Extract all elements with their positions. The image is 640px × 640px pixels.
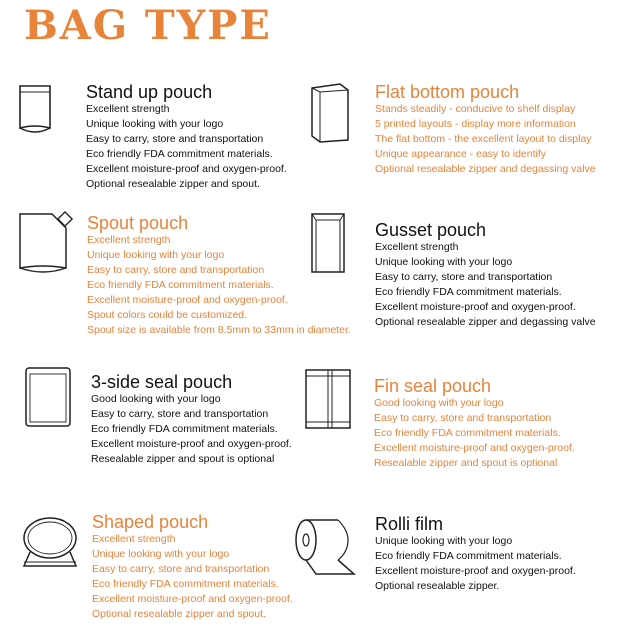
feature-line: Spout colors could be customized. [87, 309, 247, 321]
feature-line: Stands steadily - conducive to shelf display [375, 103, 576, 115]
feature-line: Excellent strength [87, 234, 171, 246]
bag-feature-list [86, 102, 287, 192]
bag-title: Spout pouch [87, 213, 189, 233]
fin-seal-pouch-icon [304, 368, 352, 430]
feature-line: Unique looking with your logo [87, 249, 225, 261]
feature-line: Excellent strength [92, 533, 176, 545]
feature-line: Eco friendly FDA commitment materials. [375, 286, 562, 298]
feature-line: Easy to carry, store and transportation [92, 563, 270, 575]
feature-line: 5 printed layouts - display more information [375, 118, 576, 130]
feature-line: Eco friendly FDA commitment materials. [87, 279, 274, 291]
bag-feature-list [374, 396, 575, 471]
feature-line: Eco friendly FDA commitment materials. [92, 578, 279, 590]
feature-line: The flat bottom - the excellent layout to display [375, 133, 592, 145]
bag-feature-list [375, 534, 576, 594]
bag-title: Shaped pouch [92, 512, 209, 532]
feature-line: Unique looking with your logo [86, 118, 224, 130]
bag-feature-list [91, 392, 292, 467]
feature-line: Optional resealable zipper and degassing valve [375, 316, 596, 328]
feature-line: Excellent strength [375, 241, 459, 253]
feature-line: Excellent moisture-proof and oxygen-proof. [375, 301, 576, 313]
feature-line: Unique looking with your logo [375, 535, 513, 547]
shaped-pouch-icon [20, 516, 80, 568]
feature-line: Optional resealable zipper and degassing valve [375, 163, 596, 175]
bag-title: 3-side seal pouch [91, 372, 233, 392]
spout-pouch-icon [18, 212, 74, 276]
bag-title: Stand up pouch [86, 82, 213, 102]
feature-line: Easy to carry, store and transportation [87, 264, 265, 276]
stand-up-pouch-icon [18, 84, 52, 136]
feature-line: Excellent strength [86, 103, 170, 115]
feature-line: Eco friendly FDA commitment materials. [86, 148, 273, 160]
feature-line: Resealable zipper and spout is optional [374, 457, 558, 469]
feature-line: Excellent moisture-proof and oxygen-proof. [86, 163, 287, 175]
gusset-pouch-icon [308, 212, 348, 274]
feature-line: Unique looking with your logo [92, 548, 230, 560]
feature-line: Optional resealable zipper and spout. [92, 608, 266, 620]
bag-title: Rolli film [375, 514, 444, 534]
feature-line: Good looking with your logo [374, 397, 504, 409]
feature-line: Unique appearance - easy to identify [375, 148, 547, 160]
bag-title: Fin seal pouch [374, 376, 492, 396]
flat-bottom-pouch-icon [310, 82, 350, 144]
feature-line: Optional resealable zipper and spout. [86, 178, 260, 190]
feature-line: Spout size is available from 8.5mm to 33mm in diameter. [87, 324, 351, 336]
roll-film-icon [294, 518, 356, 576]
feature-line: Unique looking with your logo [375, 256, 513, 268]
three-side-seal-pouch-icon [24, 366, 72, 428]
bag-title: Flat bottom pouch [375, 82, 520, 102]
bag-feature-list [375, 102, 596, 177]
page-title: BAG TYPE [24, 2, 272, 49]
feature-line: Excellent moisture-proof and oxygen-proof. [91, 438, 292, 450]
feature-line: Eco friendly FDA commitment materials. [91, 423, 278, 435]
feature-line: Excellent moisture-proof and oxygen-proof. [87, 294, 288, 306]
bag-title: Gusset pouch [375, 220, 487, 240]
feature-line: Good looking with your logo [91, 393, 221, 405]
feature-line: Easy to carry, store and transportation [374, 412, 552, 424]
feature-line: Excellent moisture-proof and oxygen-proof. [374, 442, 575, 454]
feature-line: Excellent moisture-proof and oxygen-proof. [92, 593, 293, 605]
feature-line: Eco friendly FDA commitment materials. [375, 550, 562, 562]
bag-feature-list [375, 240, 596, 330]
feature-line: Easy to carry, store and transportation [91, 408, 269, 420]
feature-line: Resealable zipper and spout is optional [91, 453, 275, 465]
feature-line: Easy to carry, store and transportation [86, 133, 264, 145]
feature-line: Excellent moisture-proof and oxygen-proof. [375, 565, 576, 577]
bag-feature-list [92, 532, 293, 622]
feature-line: Eco friendly FDA commitment materials. [374, 427, 561, 439]
feature-line: Easy to carry, store and transportation [375, 271, 553, 283]
feature-line: Optional resealable zipper. [375, 580, 500, 592]
